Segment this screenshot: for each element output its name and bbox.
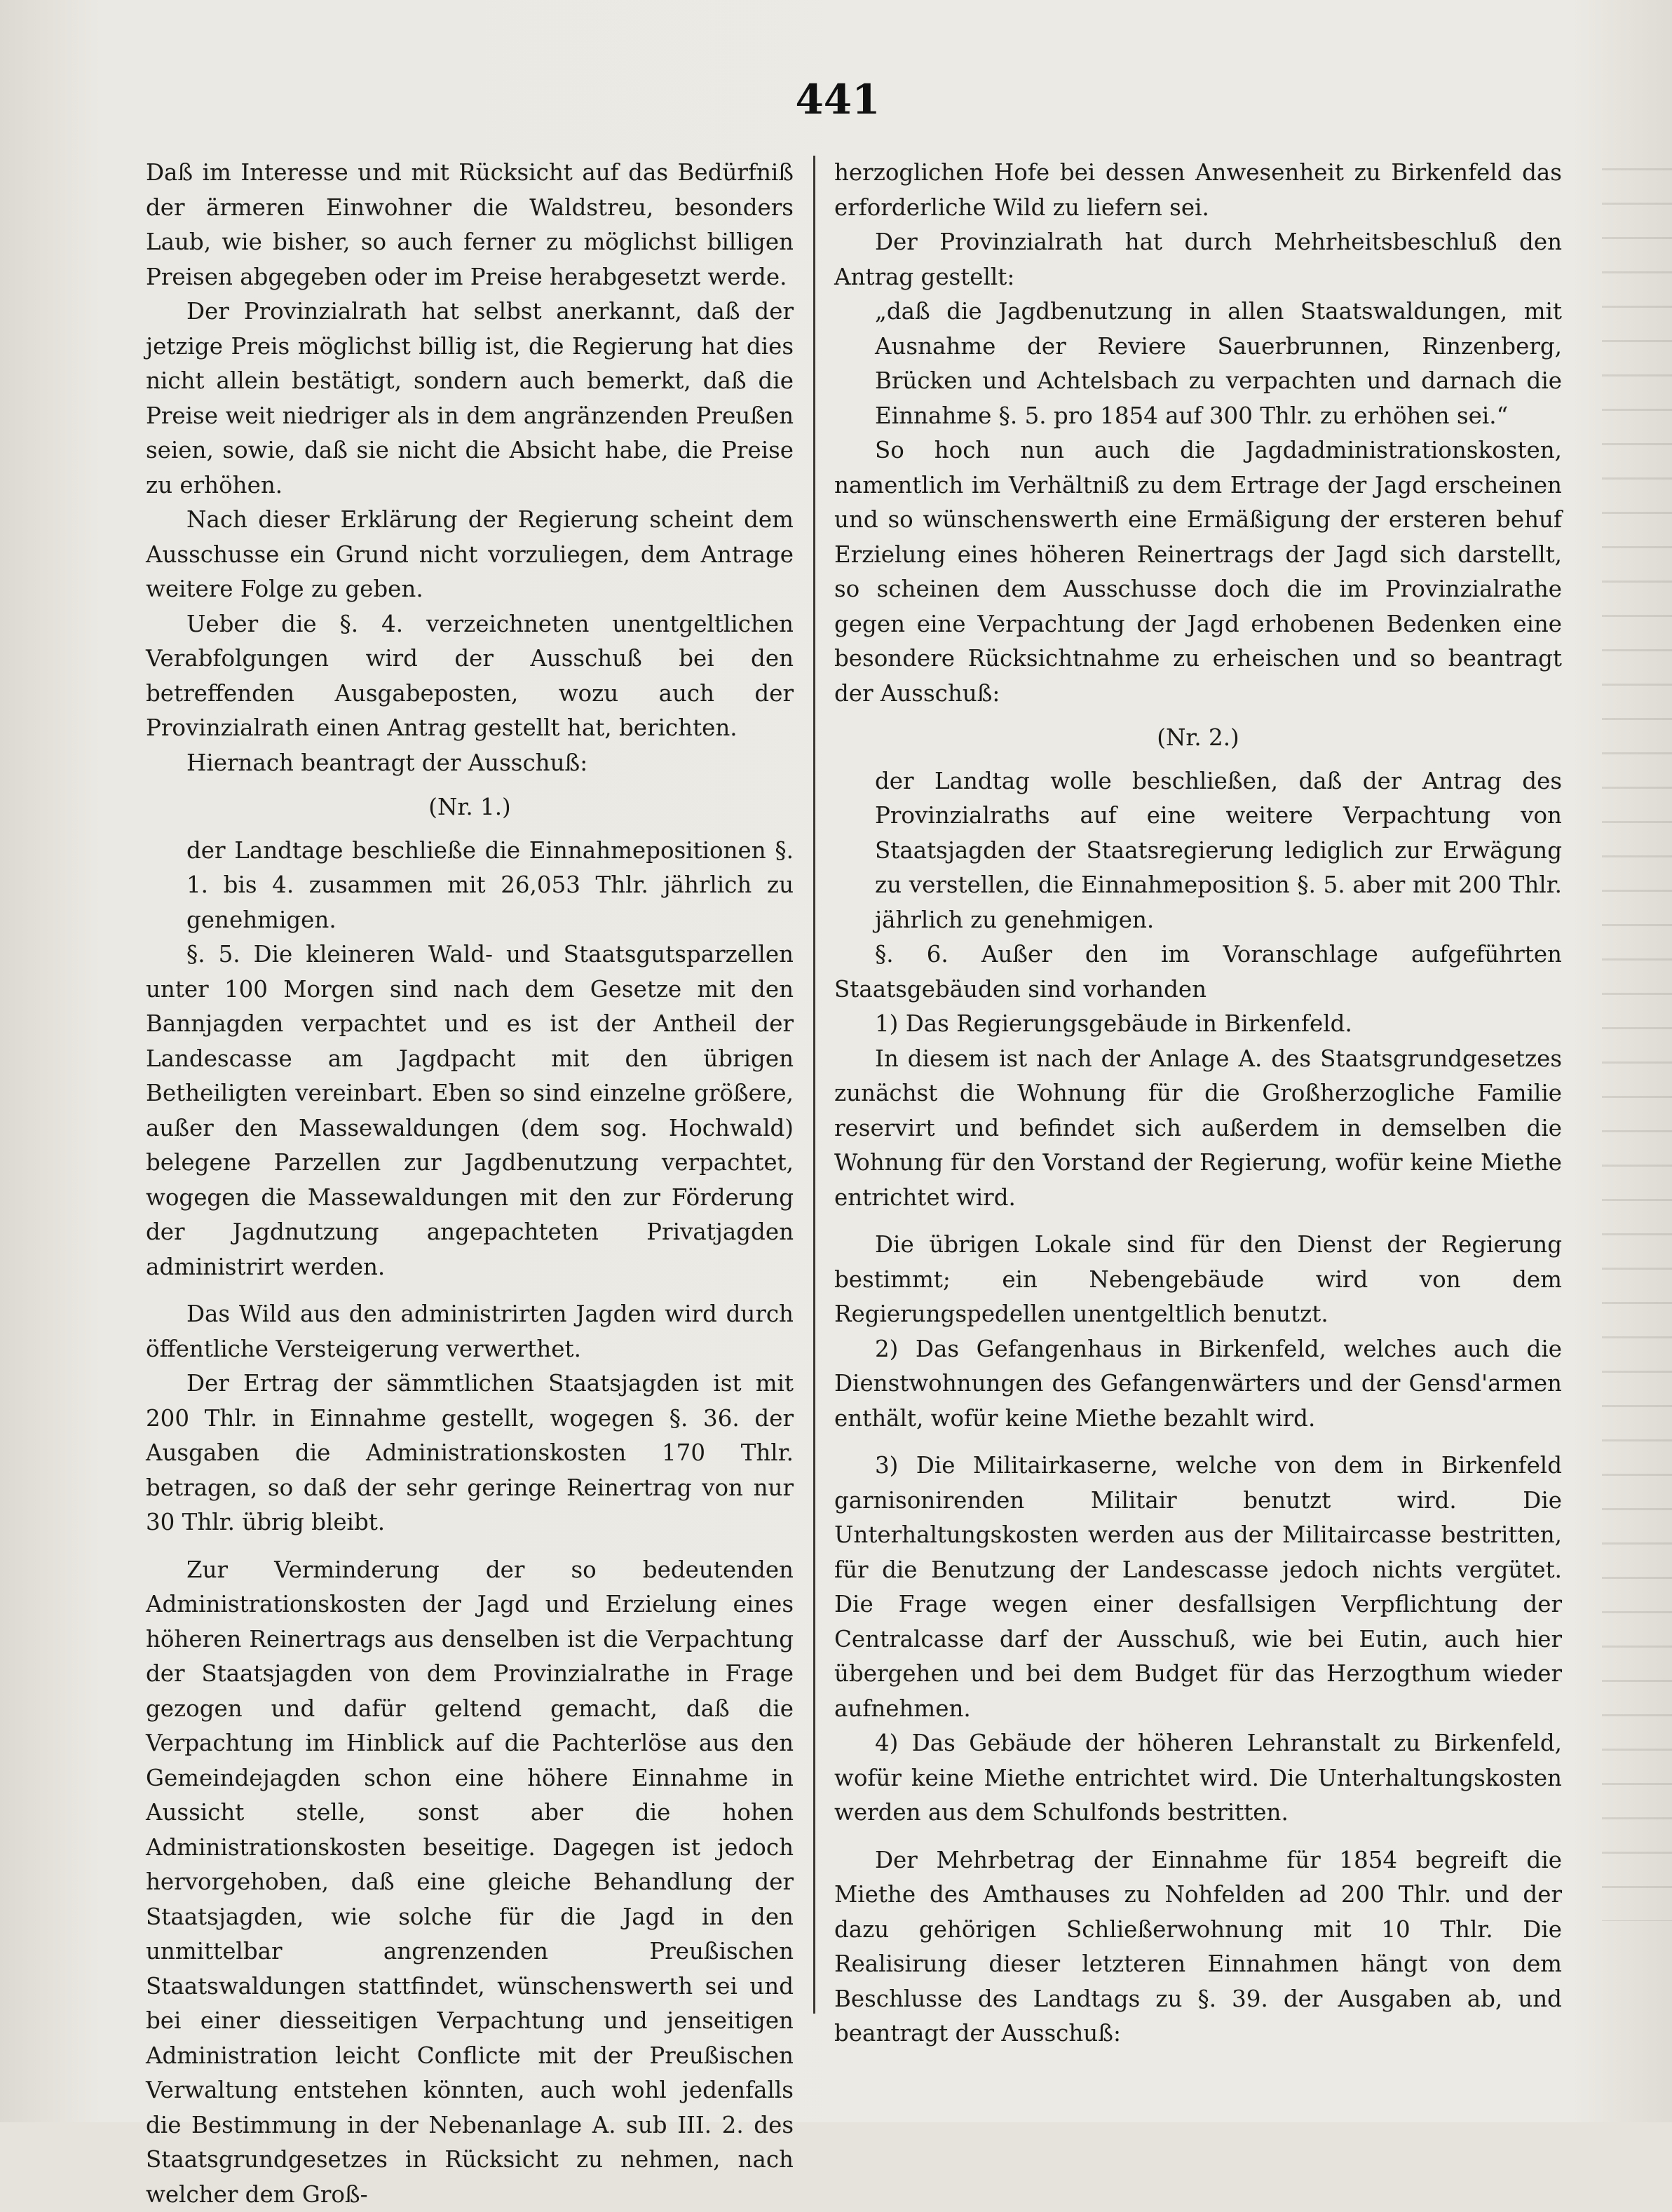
- paragraph: So hoch nun auch die Jagdadministrationskosten, namentlich im Verhältniß zu dem Ertrage der Jagd erscheinen und so wünschenswerth eine Ermäßigung der ersteren behuf Erzielung eines höheren Reinertrags der Jagd sich darstellt, so scheinen dem Ausschusse doch die im Provinzialrathe gegen eine Verpachtung der Jagd erhobenen Bedenken eine besondere Rücksichtnahme zu erheischen und so beantragt der Ausschuß:: [834, 433, 1562, 711]
- paragraph: Ueber die §. 4. verzeichneten unentgeltlichen Verabfolgungen wird der Ausschuß bei den betreffenden Ausgabeposten, wozu auch der Provinzialrath einen Antrag gestellt hat, berichten.: [146, 607, 794, 746]
- paragraph: Nach dieser Erklärung der Regierung scheint dem Ausschusse ein Grund nicht vorzuliegen, dem Antrage weitere Folge zu geben.: [146, 503, 794, 607]
- paragraph: Die übrigen Lokale sind für den Dienst der Regierung bestimmt; ein Nebengebäude wird von dem Regierungspedellen unentgeltlich benutzt.: [834, 1228, 1562, 1332]
- left-column: [146, 156, 794, 2212]
- paragraph: §. 5. Die kleineren Wald- und Staatsgutsparzellen unter 100 Morgen sind nach dem Gesetze mit den Bannjagden verpachtet und es ist der Antheil der Landescasse am Jagdpacht mit den übrigen Betheiligten vereinbart. Eben so sind einzelne größere, außer den Massewaldungen (dem sog. Hochwald) belegene Parzellen zur Jagdbenutzung verpachtet, wogegen die Massewaldungen mit den zur Förderung der Jagdnutzung angepachteten Privatjagden administrirt werden.: [146, 937, 794, 1284]
- motion-number: (Nr. 1.): [146, 790, 794, 825]
- paragraph: §. 6. Außer den im Voranschlage aufgeführten Staatsgebäuden sind vorhanden: [834, 937, 1562, 1007]
- paragraph: In diesem ist nach der Anlage A. des Staatsgrundgesetzes zunächst die Wohnung für die Großherzogliche Familie reservirt und befindet sich außerdem in demselben die Wohnung für den Vorstand der Regierung, wofür keine Miethe entrichtet wird.: [834, 1042, 1562, 1216]
- bleed-through-shadow: [1602, 168, 1672, 1921]
- motion-text: der Landtage beschließe die Einnahmepositionen §. 1. bis 4. zusammen mit 26,053 Thlr. jährlich zu genehmigen.: [186, 834, 794, 938]
- motion-text: der Landtag wolle beschließen, daß der Antrag des Provinzialraths auf eine weitere Verpachtung von Staatsjagden der Staatsregierung lediglich zur Erwägung zu verstellen, die Einnahmeposition §. 5. aber mit 200 Thlr. jährlich zu genehmigen.: [875, 764, 1562, 938]
- paragraph: Daß im Interesse und mit Rücksicht auf das Bedürfniß der ärmeren Einwohner die Waldstreu, besonders Laub, wie bisher, so auch ferner zu möglichst billigen Preisen abgegeben oder im Preise herabgesetzt werde.: [146, 156, 794, 294]
- paragraph: 1) Das Regierungsgebäude in Birkenfeld.: [834, 1007, 1562, 1042]
- paragraph: 3) Die Militairkaserne, welche von dem in Birkenfeld garnisonirenden Militair benutzt wird. Die Unterhaltungskosten werden aus der Militaircasse bestritten, für die Benutzung der Landescasse jedoch nichts vergütet. Die Frage wegen einer desfallsigen Verpflichtung der Centralcasse darf der Ausschuß, wie bei Eutin, auch hier übergehen und bei dem Budget für das Herzogthum wieder aufnehmen.: [834, 1448, 1562, 1726]
- paragraph: Zur Verminderung der so bedeutenden Administrationskosten der Jagd und Erzielung eines höheren Reinertrags aus denselben ist die Verpachtung der Staatsjagden von dem Provinzialrathe in Frage gezogen und dafür geltend gemacht, daß die Verpachtung im Hinblick auf die Pachterlöse aus den Gemeindejagden schon eine höhere Einnahme in Aussicht stelle, sonst aber die hohen Administrationskosten beseitige. Dagegen ist jedoch hervorgehoben, daß eine gleiche Behandlung der Staatsjagden, wie solche für die Jagd in den unmittelbar angrenzenden Preußischen Staatswaldungen stattfindet, wünschenswerth sei und bei einer diesseitigen Verpachtung und jenseitigen Administration leicht Conflicte mit der Preußischen Verwaltung entstehen könnten, auch wohl jedenfalls die Bestimmung in der Nebenanlage A. sub III. 2. des Staatsgrundgesetzes in Rücksicht zu nehmen, nach welcher dem Groß-: [146, 1553, 794, 2212]
- motion-number: (Nr. 2.): [834, 721, 1562, 756]
- quoted-motion: „daß die Jagdbenutzung in allen Staatswaldungen, mit Ausnahme der Reviere Sauerbrunnen, Rinzenberg, Brücken und Achtelsbach zu verpachten und darnach die Einnahme §. 5. pro 1854 auf 300 Thlr. zu erhöhen sei.“: [875, 294, 1562, 433]
- paragraph: Hiernach beantragt der Ausschuß:: [146, 746, 794, 781]
- right-column: [834, 156, 1562, 2051]
- paragraph: 2) Das Gefangenhaus in Birkenfeld, welches auch die Dienstwohnungen des Gefangenwärters und der Gensd'armen enthält, wofür keine Miethe bezahlt wird.: [834, 1332, 1562, 1437]
- column-divider: [813, 156, 815, 2014]
- paragraph: 4) Das Gebäude der höheren Lehranstalt zu Birkenfeld, wofür keine Miethe entrichtet wird. Die Unterhaltungskosten werden aus dem Schulfonds bestritten.: [834, 1726, 1562, 1831]
- paragraph: Der Provinzialrath hat selbst anerkannt, daß der jetzige Preis möglichst billig ist, die Regierung hat dies nicht allein bestätigt, sondern auch bemerkt, daß die Preise weit niedriger als in dem angränzenden Preußen seien, sowie, daß sie nicht die Absicht habe, die Preise zu erhöhen.: [146, 294, 794, 503]
- page-number: 441: [792, 76, 883, 123]
- paragraph: Der Mehrbetrag der Einnahme für 1854 begreift die Miethe des Amthauses zu Nohfelden ad 200 Thlr. und der dazu gehörigen Schließerwohnung mit 10 Thlr. Die Realisirung dieser letzteren Einnahmen hängt von dem Beschlusse des Landtags zu §. 39. der Ausgaben ab, und beantragt der Ausschuß:: [834, 1843, 1562, 2051]
- paragraph: Der Provinzialrath hat durch Mehrheitsbeschluß den Antrag gestellt:: [834, 225, 1562, 294]
- paragraph: Der Ertrag der sämmtlichen Staatsjagden ist mit 200 Thlr. in Einnahme gestellt, wogegen §. 36. der Ausgaben die Administrationskosten 170 Thlr. betragen, so daß der sehr geringe Reinertrag von nur 30 Thlr. übrig bleibt.: [146, 1366, 794, 1540]
- paragraph: herzoglichen Hofe bei dessen Anwesenheit zu Birkenfeld das erforderliche Wild zu liefern sei.: [834, 156, 1562, 225]
- paragraph: Das Wild aus den administrirten Jagden wird durch öffentliche Versteigerung verwerthet.: [146, 1297, 794, 1366]
